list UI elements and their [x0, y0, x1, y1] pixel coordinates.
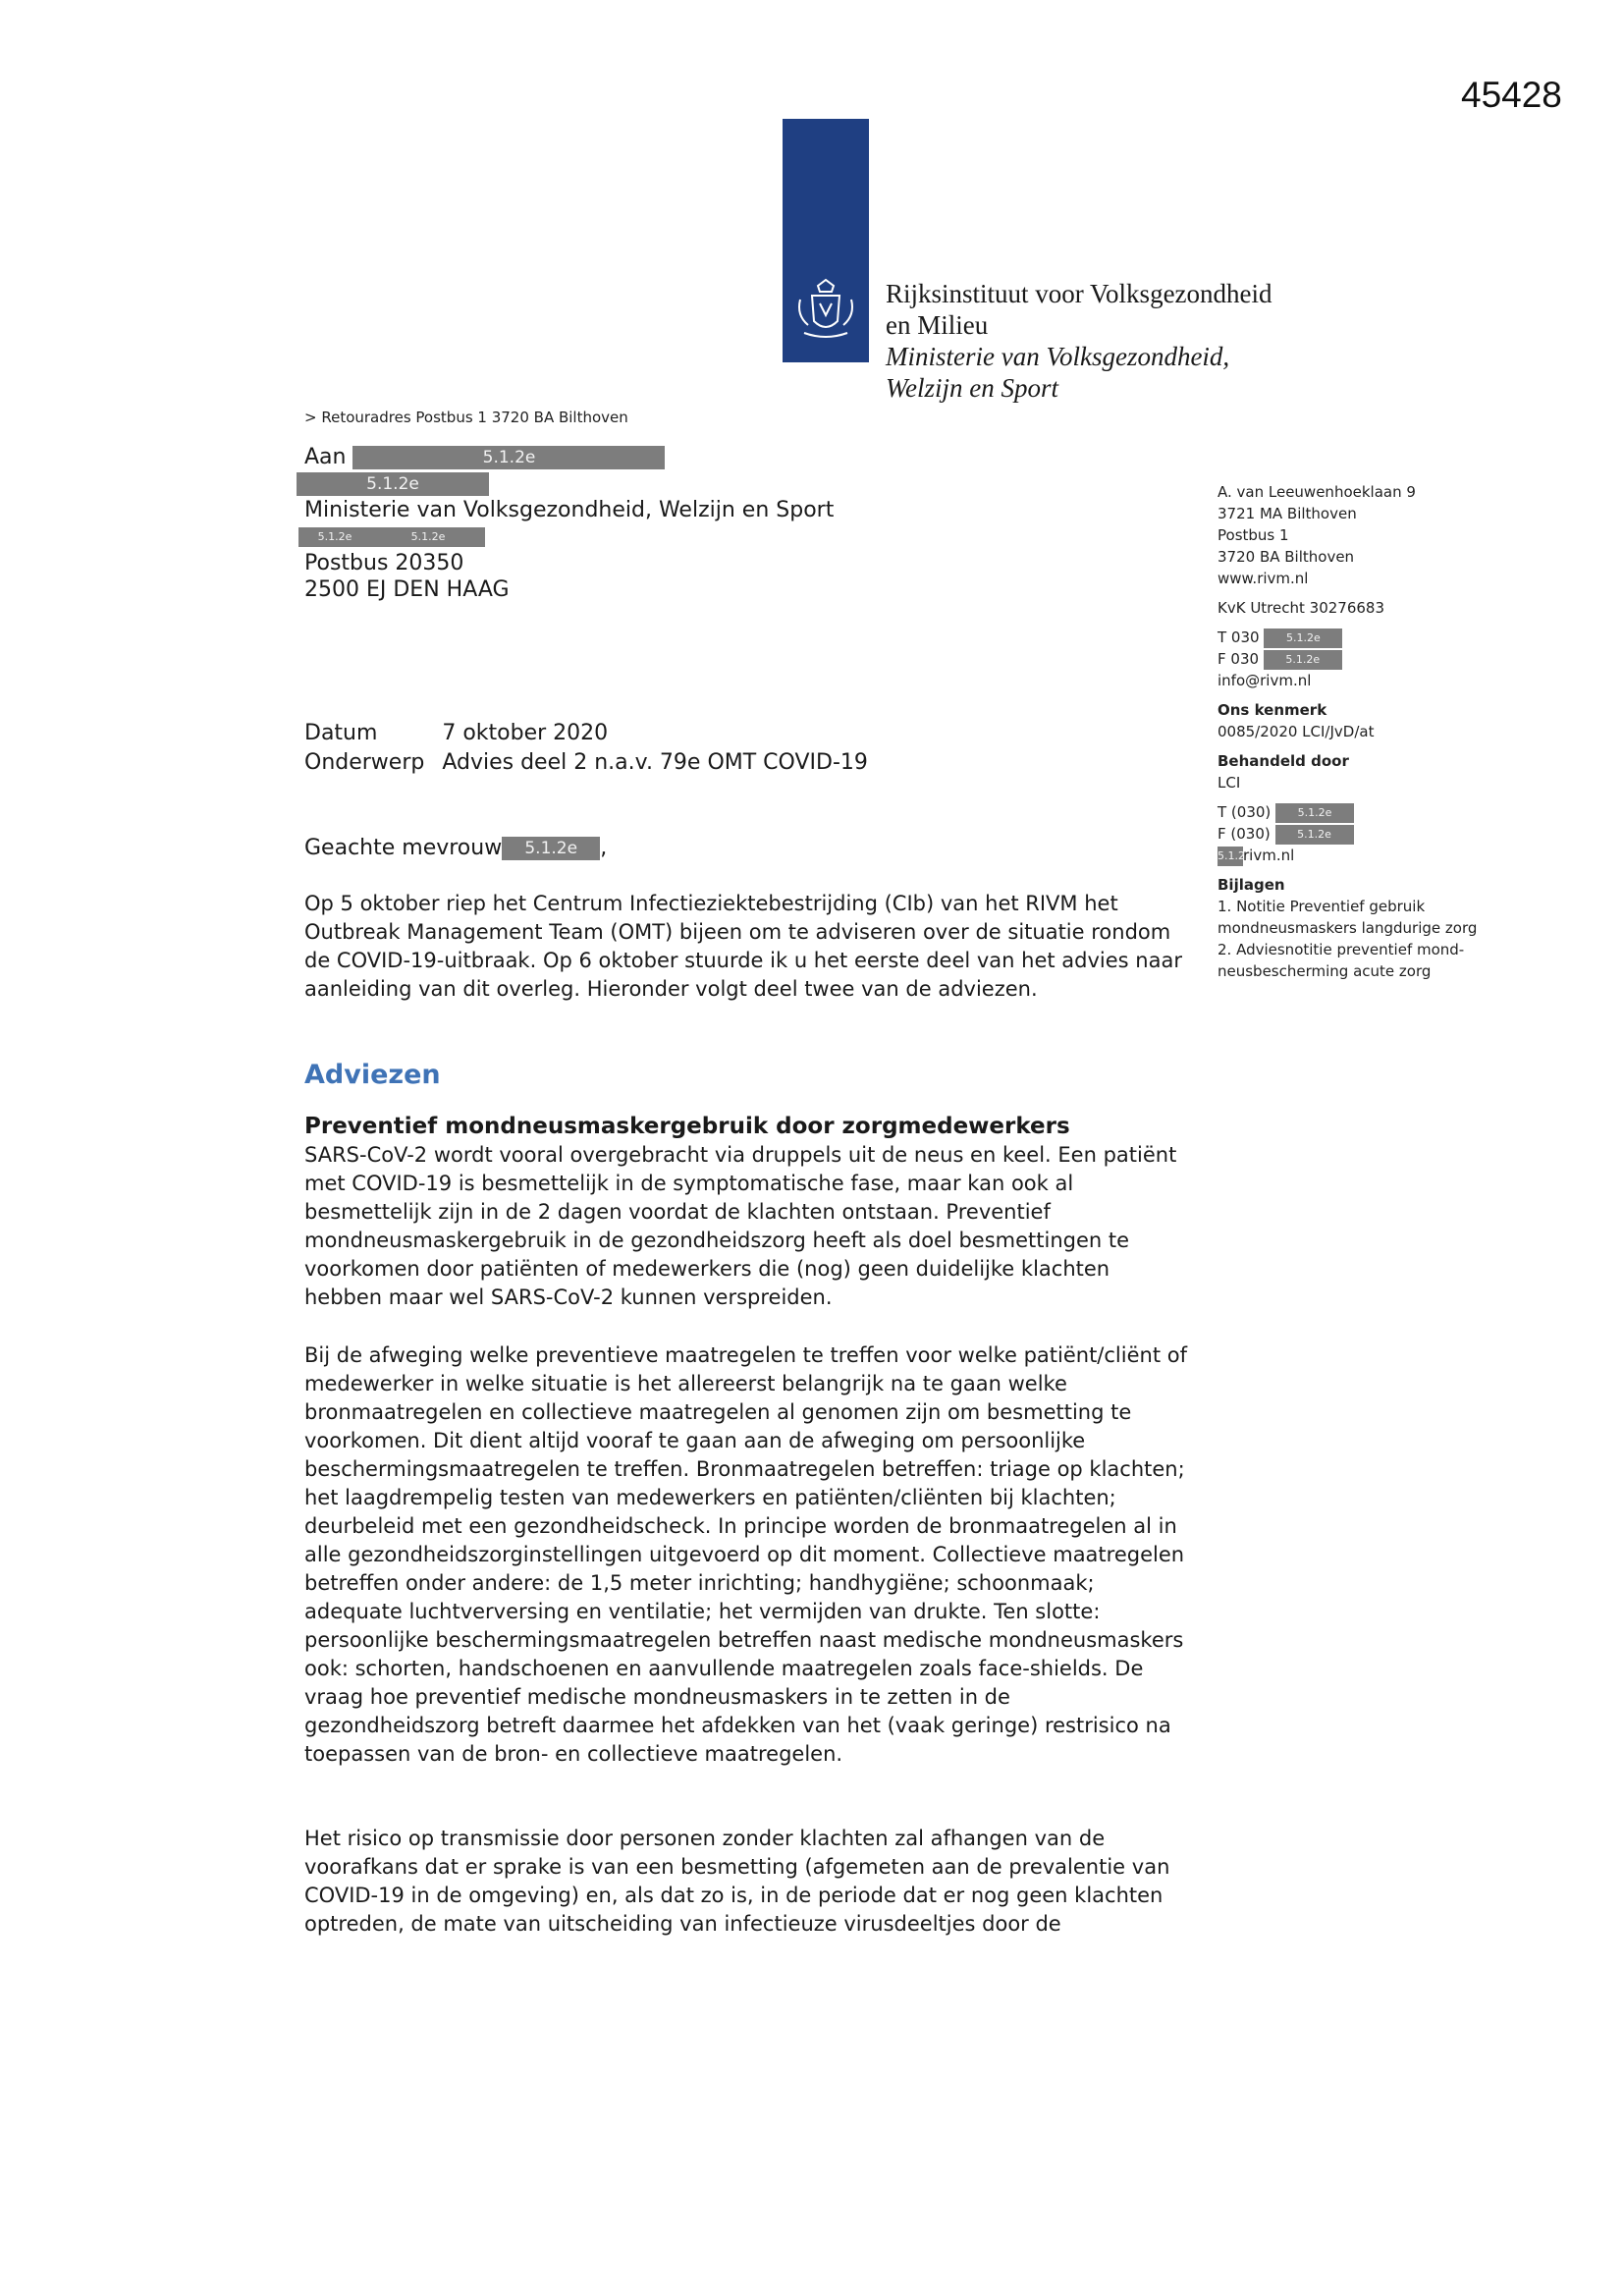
onderwerp-value: Advies deel 2 n.a.v. 79e OMT COVID-19 [442, 750, 868, 775]
bijlagen-item-2: 2. Adviesnotitie preventief mond-neusbescherming acute zorg [1218, 941, 1465, 980]
redaction-block: 5.1.2e [1264, 629, 1342, 648]
redaction-block: 5.1.2e [352, 446, 665, 469]
datum-value: 7 oktober 2020 [442, 721, 609, 745]
org-line-2: en Milieu [886, 310, 989, 340]
redaction-block: 5.1.2e [1264, 650, 1342, 670]
salutation: Geachte mevrouw 5.1.2e , [304, 836, 608, 860]
sidebar-email2: rivm.nl [1243, 847, 1295, 864]
sidebar-phone-label: T 030 [1218, 629, 1260, 646]
sidebar-fax2-label: F (030) [1218, 825, 1271, 843]
sidebar-address-line: A. van Leeuwenhoeklaan 9 [1218, 483, 1416, 501]
ministry-line-1: Ministerie van Volksgezondheid, [886, 342, 1230, 371]
sidebar-website: www.rivm.nl [1218, 570, 1309, 587]
redaction-block: 5.1.2e [297, 472, 489, 496]
sidebar-address-line: 3721 MA Bilthoven [1218, 505, 1357, 522]
redaction-block: 5.1.2e [502, 837, 600, 860]
document-number: 45428 [1461, 75, 1562, 115]
subheading-preventief: Preventief mondneusmaskergebruik door zorgmedewerkers [304, 1114, 1070, 1139]
behandeld-label: Behandeld door [1218, 752, 1349, 770]
sidebar-phone2-label: T (030) [1218, 803, 1272, 821]
sidebar-address-line: 3720 BA Bilthoven [1218, 548, 1355, 566]
bijlagen-item-1: 1. Notitie Preventief gebruik mondneusmaskers langdurige zorg [1218, 898, 1478, 937]
rijksoverheid-logo [783, 119, 869, 362]
return-address: > Retouradres Postbus 1 3720 BA Bilthoven [304, 409, 628, 426]
ons-kenmerk-label: Ons kenmerk [1218, 701, 1327, 719]
redaction-block: 5.1.2e [371, 527, 485, 547]
recipient-postbus: Postbus 20350 [304, 551, 464, 575]
redaction-block: 5.1.2e [1275, 825, 1354, 845]
redaction-block: 5.1.2e [1218, 847, 1243, 866]
section-heading-adviezen: Adviezen [304, 1060, 441, 1090]
crest-icon [790, 276, 861, 347]
intro-paragraph: Op 5 oktober riep het Centrum Infectieziektebestrijding (CIb) van het RIVM het Outbreak Management Team (OMT) bijeen om te adviseren over de situatie rondom de COVID-19-uitbraak. Op 6 oktober stuurde ik u het eerste deel van het advies naar aanleiding van dit overleg. Hieronder volgt deel twee van de adviezen. [304, 892, 1182, 1001]
organization-name [886, 278, 1272, 404]
aan-label: Aan [304, 445, 347, 469]
sidebar-address-line: Postbus 1 [1218, 526, 1289, 544]
datum-label: Datum [304, 721, 378, 745]
sender-sidebar [1218, 481, 1512, 982]
bijlagen-label: Bijlagen [1218, 876, 1285, 894]
behandeld-value: LCI [1218, 774, 1241, 792]
body-paragraph-3: Het risico op transmissie door personen zonder klachten zal afhangen van de voorafkans dat er sprake is van een besmetting (afgemeten aan de prevalentie van COVID-19 in de omgeving) en, als dat zo is, in de periode dat er nog geen klachten optreden, de mate van uitscheiding van infectieuze virusdeeltjes door de [304, 1827, 1170, 1936]
salutation-text: Geachte mevrouw [304, 836, 503, 860]
onderwerp-label: Onderwerp [304, 750, 425, 775]
recipient-ministry: Ministerie van Volksgezondheid, Welzijn en Sport [304, 498, 835, 522]
ons-kenmerk-value: 0085/2020 LCI/JvD/at [1218, 723, 1375, 740]
redaction-block: 5.1.2e [298, 527, 371, 547]
org-line-1: Rijksinstituut voor Volksgezondheid [886, 279, 1272, 308]
sidebar-email: info@rivm.nl [1218, 672, 1312, 689]
redaction-block: 5.1.2e [1275, 803, 1354, 823]
letter-meta [304, 719, 886, 778]
body-paragraph-2: Bij de afweging welke preventieve maatregelen te treffen voor welke patiënt/cliënt of medewerker in welke situatie is het allereerst belangrijk na te gaan welke bronmaatregelen en collectieve maatregelen al genomen zijn om besmetting te voorkomen. Dit dient altijd vooraf te gaan aan de afweging om persoonlijke beschermingsmaatregelen te treffen. Bronmaatregelen betreffen: triage op klachten; het laagdrempelig testen van medewerkers en patiënten/cliënten bij klachten; deurbeleid met een gezondheidscheck. In principe worden de bronmaatregelen al in alle gezondheidszorginstellingen uitgevoerd op dit moment. Collectieve maatregelen betreffen onder andere: de 1,5 meter inrichting; handhygiëne; schoonmaak; adequate luchtverversing en ventilatie; het vermijden van drukte. Ten slotte: persoonlijke beschermingsmaatregelen betreffen naast medische mondneusmaskers ook: schorten, handschoenen en aanvullende maatregelen zoals face-shields. De vraag hoe preventief medische mondneusmaskers in te zetten in de gezondheidszorg betreft daarmee het afdekken van het (vaak geringe) restrisico na toepassen van de bron- en collectieve maatregelen. [304, 1343, 1187, 1766]
recipient-city: 2500 EJ DEN HAAG [304, 577, 510, 602]
recipient-address [304, 444, 834, 603]
body-paragraph-1: SARS-CoV-2 wordt vooral overgebracht via druppels uit de neus en keel. Een patiënt met COVID-19 is besmettelijk in de symptomatische fase, maar kan ook al besmettelijk zijn in de 2 dagen voordat de klachten ontstaan. Preventief mondneusmaskergebruik in de gezondheidszorg heeft als doel besmettingen te voorkomen door patiënten of medewerkers die (nog) geen duidelijke klachten hebben maar wel SARS-CoV-2 kunnen verspreiden. [304, 1143, 1177, 1309]
sidebar-kvk: KvK Utrecht 30276683 [1218, 599, 1384, 617]
ministry-line-2: Welzijn en Sport [886, 373, 1059, 403]
sidebar-fax-label: F 030 [1218, 650, 1260, 668]
